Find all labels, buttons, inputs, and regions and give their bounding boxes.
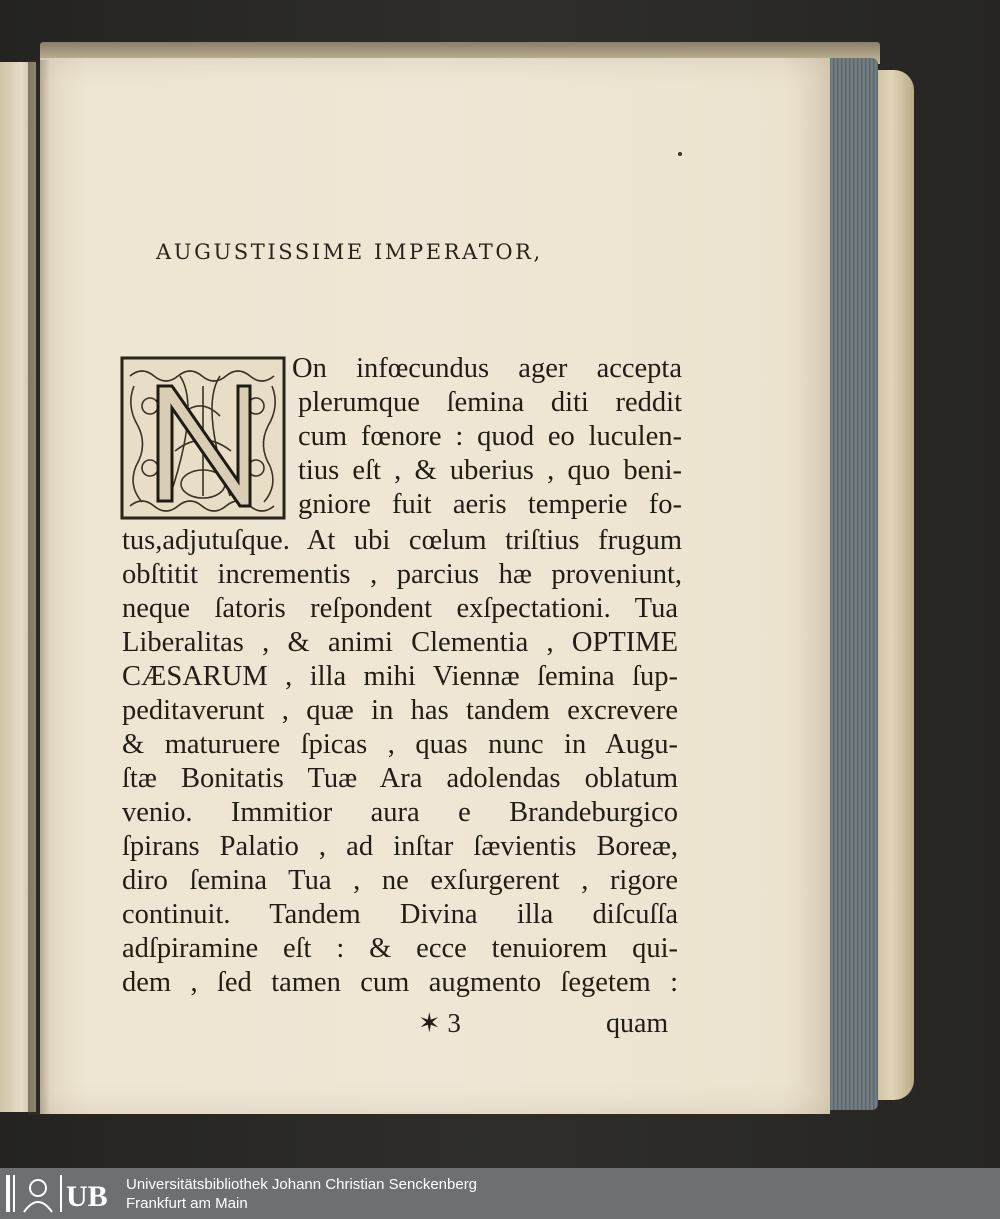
text-line: adſpiramine eſt : & ecce tenuiorem qui- [122, 933, 678, 964]
text-line: neque ſatoris reſpondent exſpectationi. Tua [122, 593, 678, 624]
text-line: tus,adjutuſque. At ubi cœlum triſtius frugum [122, 525, 682, 556]
catchword: quam [606, 1008, 669, 1039]
text-line: continuit. Tandem Divina illa diſcuſſa [122, 899, 678, 930]
floral-initial-icon [120, 356, 286, 520]
text-line: obſtitit incrementis , parcius hæ proveniunt, [122, 559, 682, 590]
library-city: Frankfurt am Main [126, 1195, 248, 1212]
text-line: ſtæ Bonitatis Tuæ Ara adolendas oblatum [122, 763, 678, 794]
ub-logo-icon [4, 1172, 116, 1215]
decorated-initial [120, 356, 286, 520]
library-name: Universitätsbibliothek Johann Christian Senckenberg [126, 1176, 478, 1193]
text-line: gniore fuit aeris temperie fo- [298, 489, 682, 520]
text-line: plerumque ſemina diti reddit [298, 387, 682, 418]
library-logo[interactable] [4, 1172, 116, 1215]
page-fore-edge [826, 58, 878, 1110]
page-heading: AUGUSTISSIME IMPERATOR, [156, 240, 543, 264]
text-line: venio. Immitior aura e Brandeburgico [122, 797, 678, 828]
text-line: Liberalitas , & animi Clementia , OPTIME [122, 627, 678, 658]
text-line: peditaverunt , quæ in has tandem excrevere [122, 695, 678, 726]
ink-speck [678, 152, 682, 156]
text-line: & maturuere ſpicas , quas nunc in Augu- [122, 729, 678, 760]
logo-text: UB [66, 1180, 108, 1213]
signature-mark: ✶ 3 [418, 1008, 461, 1038]
text-line: cum fœnore : quod eo luculen- [298, 421, 682, 452]
text-line: dem , ſed tamen cum augmento ſegetem : [122, 967, 678, 998]
library-footer-bar [0, 1168, 1000, 1219]
text-line: On infœcundus ager accepta [292, 353, 682, 384]
text-line: tius eſt , & uberius , quo beni- [298, 455, 682, 486]
text-line: ſpirans Palatio , ad inſtar ſævientis Boreæ, [122, 831, 678, 862]
text-line: diro ſemina Tua , ne exſurgerent , rigore [122, 865, 678, 896]
text-line: CÆSARUM , illa mihi Viennæ ſemina ſup- [122, 661, 678, 692]
binding-shadow [28, 60, 50, 1115]
